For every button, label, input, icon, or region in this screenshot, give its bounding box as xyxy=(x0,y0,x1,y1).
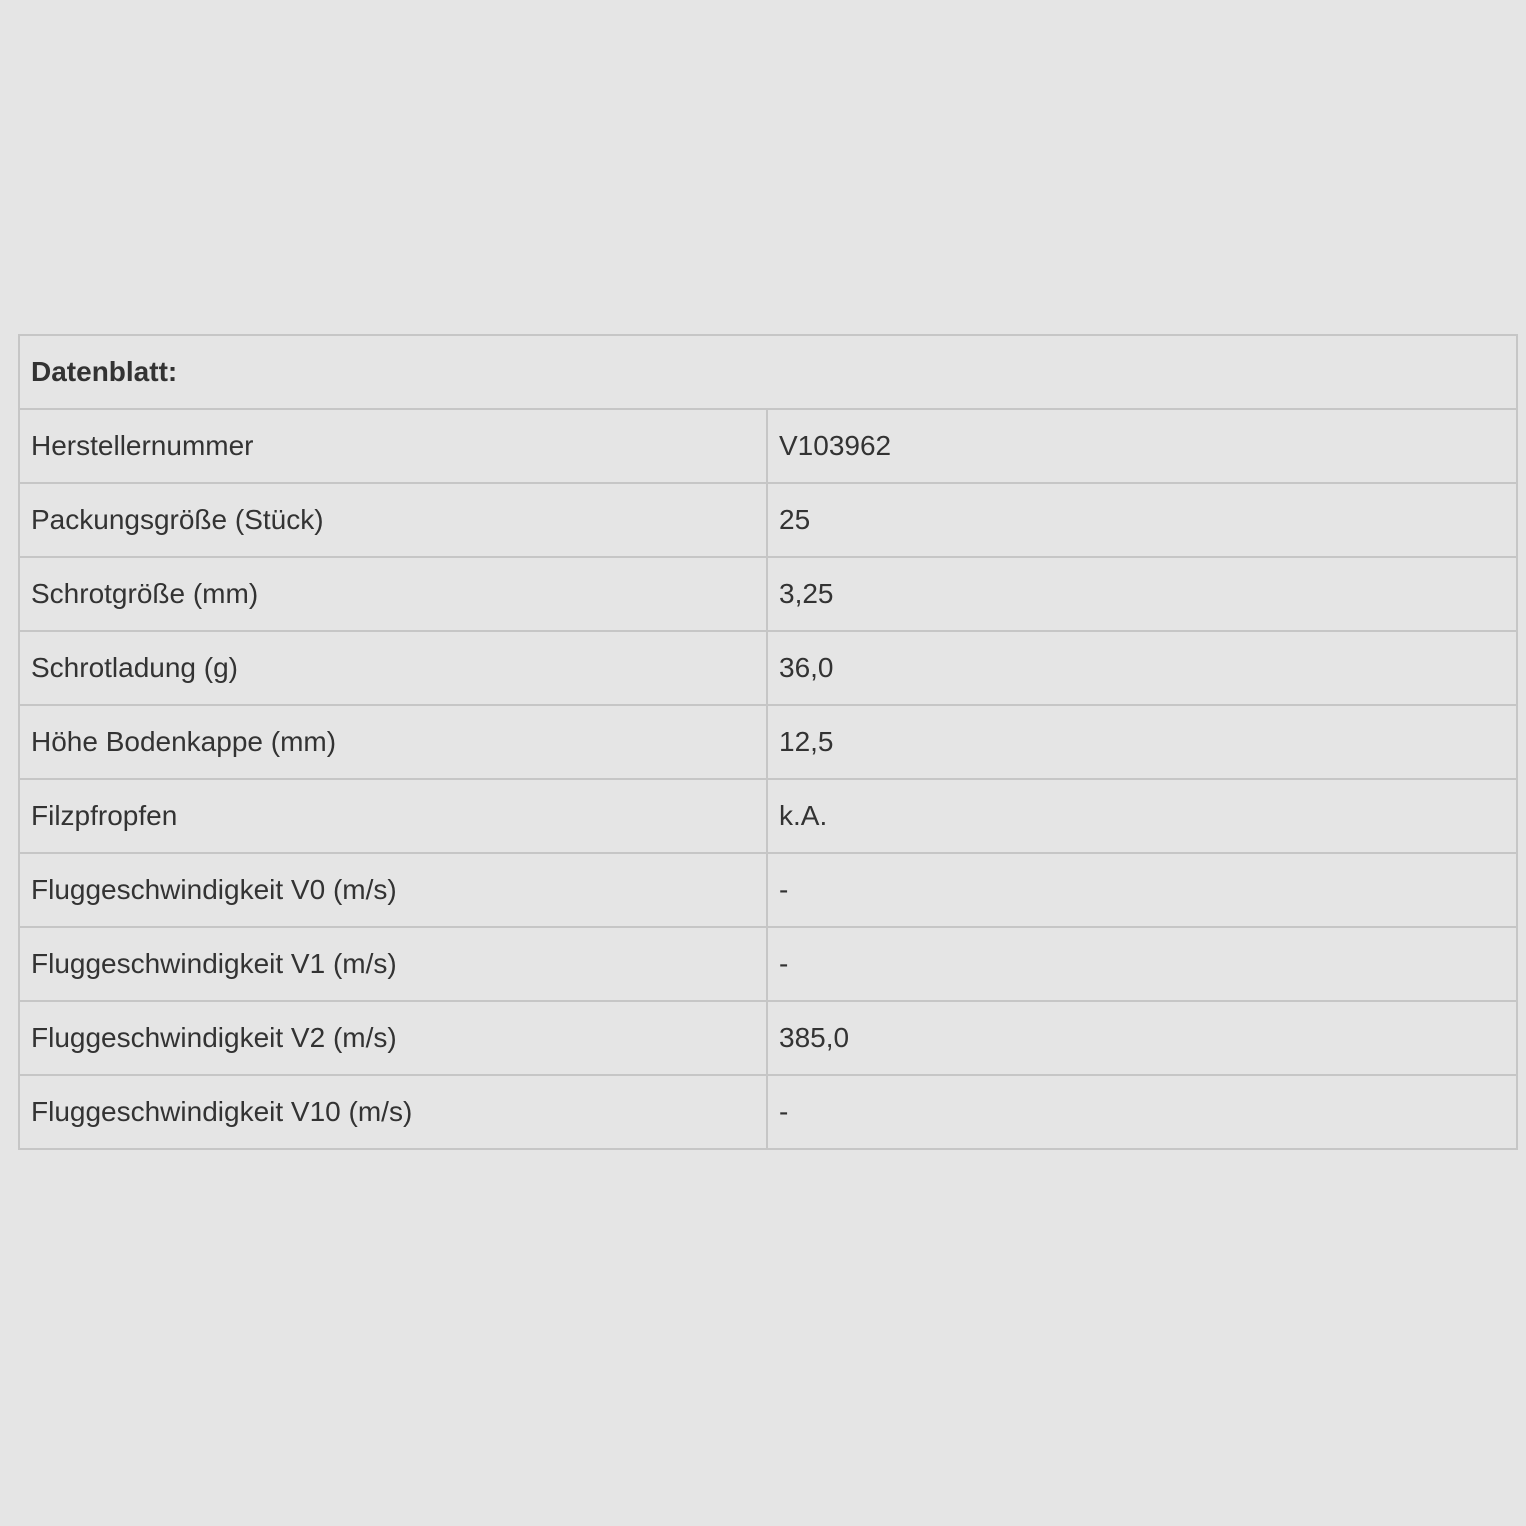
row-value: k.A. xyxy=(767,779,1517,853)
table-row xyxy=(19,853,1517,927)
table-row xyxy=(19,779,1517,853)
row-value: 12,5 xyxy=(767,705,1517,779)
table-row xyxy=(19,705,1517,779)
row-label: Filzpfropfen xyxy=(19,779,767,853)
row-label: Fluggeschwindigkeit V2 (m/s) xyxy=(19,1001,767,1075)
row-label: Höhe Bodenkappe (mm) xyxy=(19,705,767,779)
row-value: - xyxy=(767,1075,1517,1149)
row-label: Schrotladung (g) xyxy=(19,631,767,705)
table-row xyxy=(19,483,1517,557)
row-value: 25 xyxy=(767,483,1517,557)
row-value: V103962 xyxy=(767,409,1517,483)
row-label: Fluggeschwindigkeit V10 (m/s) xyxy=(19,1075,767,1149)
row-value: - xyxy=(767,853,1517,927)
datasheet-title: Datenblatt: xyxy=(19,335,1517,409)
table-row xyxy=(19,927,1517,1001)
datasheet-table xyxy=(18,334,1518,1150)
table-row xyxy=(19,557,1517,631)
row-value: - xyxy=(767,927,1517,1001)
row-label: Packungsgröße (Stück) xyxy=(19,483,767,557)
row-label: Fluggeschwindigkeit V0 (m/s) xyxy=(19,853,767,927)
row-value: 3,25 xyxy=(767,557,1517,631)
row-value: 36,0 xyxy=(767,631,1517,705)
table-row xyxy=(19,1001,1517,1075)
row-label: Fluggeschwindigkeit V1 (m/s) xyxy=(19,927,767,1001)
row-value: 385,0 xyxy=(767,1001,1517,1075)
datasheet-header-row xyxy=(19,335,1517,409)
row-label: Herstellernummer xyxy=(19,409,767,483)
row-label: Schrotgröße (mm) xyxy=(19,557,767,631)
table-row xyxy=(19,1075,1517,1149)
table-row xyxy=(19,631,1517,705)
table-row xyxy=(19,409,1517,483)
